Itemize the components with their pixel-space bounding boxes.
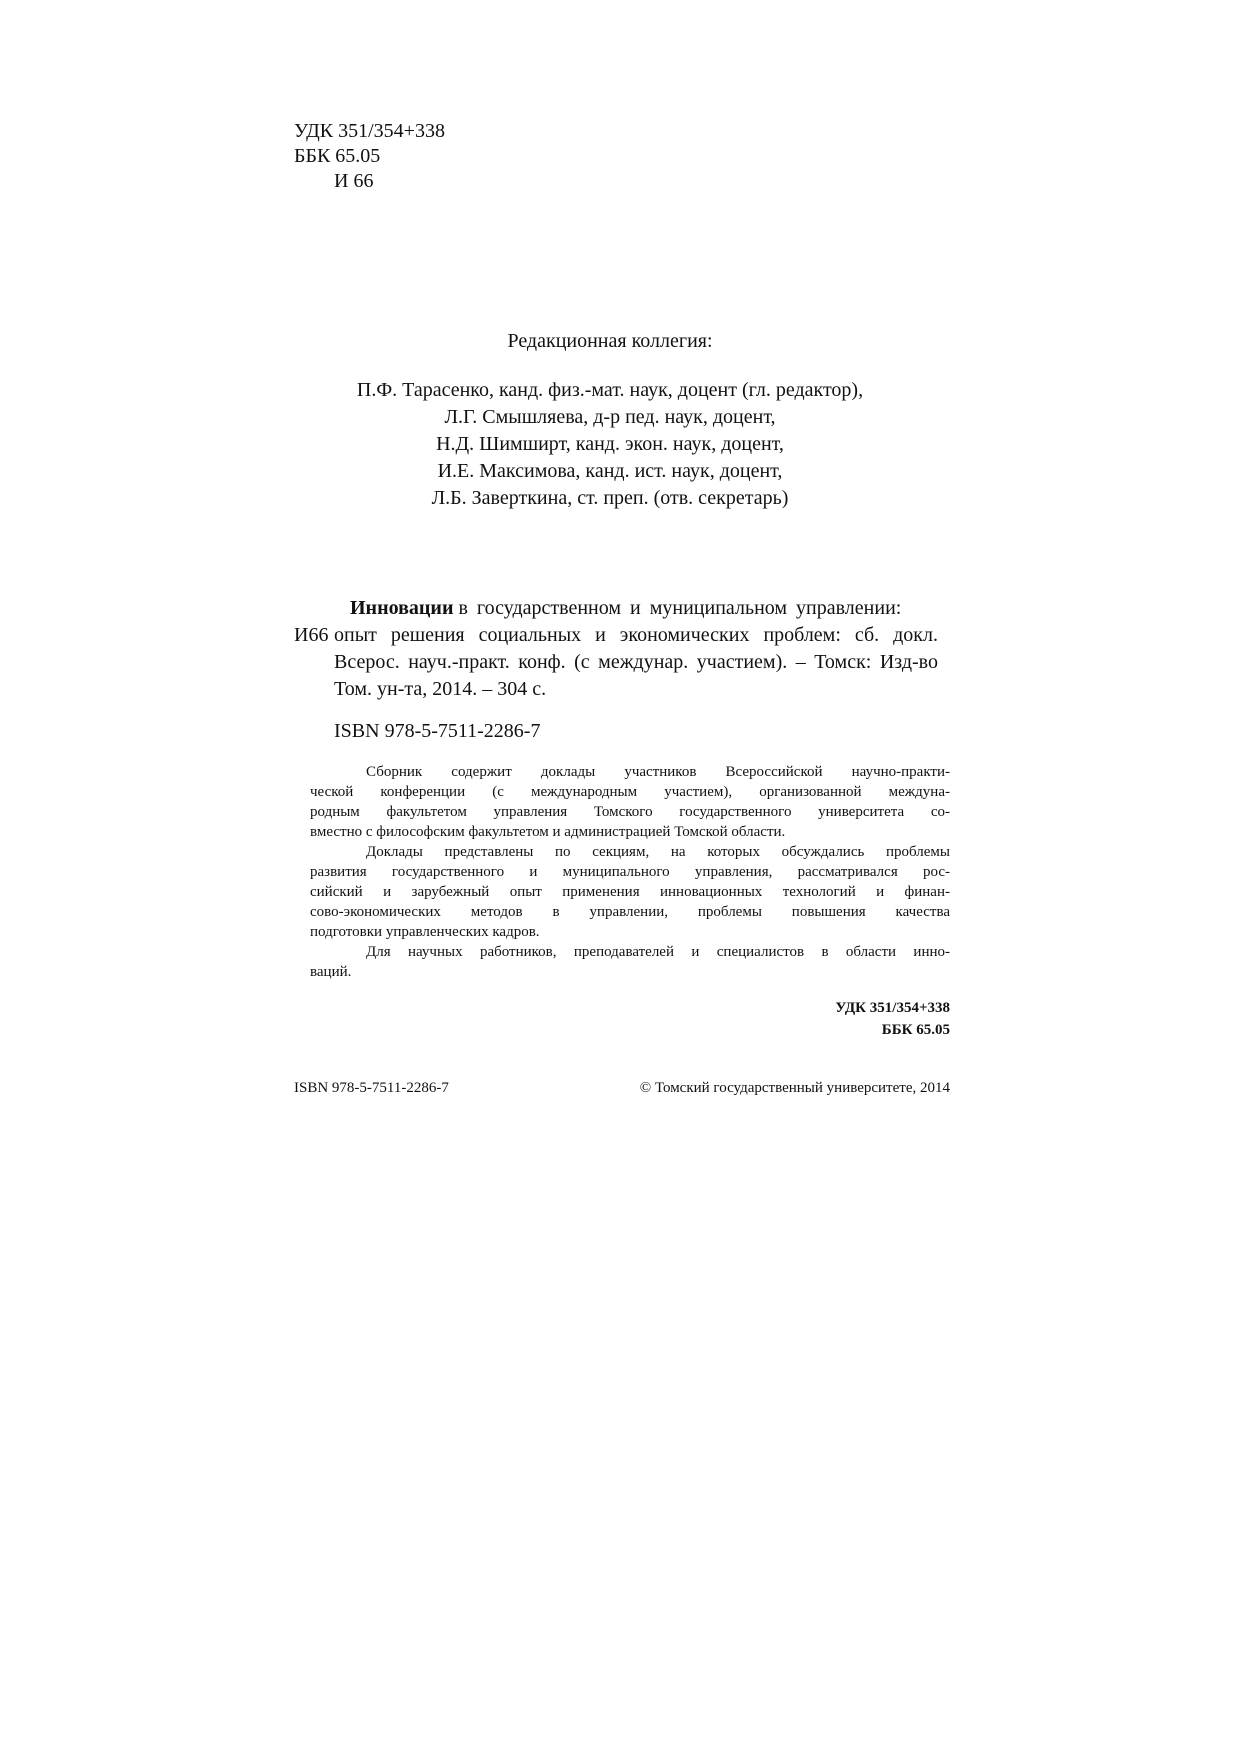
annotation-line: Сборник содержит доклады участников Всероссийской научно-практи- <box>366 764 950 780</box>
editorial-heading: Редакционная коллегия: <box>507 330 713 352</box>
bib-line-2: опыт решения социальных и экономических проблем: сб. докл. <box>334 624 938 646</box>
bib-sign: И66 <box>294 624 329 646</box>
editorial-member: И.Е. Максимова, канд. ист. наук, доцент, <box>437 460 783 482</box>
author-sign: И 66 <box>334 170 374 192</box>
bib-title: Инновации <box>350 597 454 619</box>
annotation-line: подготовки управленческих кадров. <box>310 924 540 940</box>
bib-title-rest: в государственном и муниципальном управлении: <box>458 597 902 619</box>
annotation-line: ческой конференции (с международным участием), организованной междуна- <box>310 784 950 800</box>
annotation-line: Доклады представлены по секциям, на которых обсуждались проблемы <box>366 844 950 860</box>
bib-line-3: Всерос. науч.-практ. конф. (с междунар. участием). – Томск: Изд-во <box>334 651 938 673</box>
bbk-code: ББК 65.05 <box>294 145 381 167</box>
annotation-line: сийский и зарубежный опыт применения инновационных технологий и финан- <box>310 884 950 900</box>
annotation-line: вместно с философским факультетом и администрацией Томской области. <box>310 824 786 840</box>
annotation-line: развития государственного и муниципального управления, рассматривался рос- <box>310 864 950 880</box>
udk-code-bottom: УДК 351/354+338 <box>835 1000 950 1016</box>
annotation-line: родным факультетом управления Томского государственного университета со- <box>310 804 950 820</box>
bib-line-1 <box>350 597 938 620</box>
annotation-line: Для научных работников, преподавателей и специалистов в области инно- <box>366 944 950 960</box>
annotation <box>310 762 950 982</box>
editorial-member: Н.Д. Шимширт, канд. экон. наук, доцент, <box>436 433 784 455</box>
editorial-member: П.Ф. Тарасенко, канд. физ.-мат. наук, доцент (гл. редактор), <box>356 379 864 401</box>
annotation-line: ваций. <box>310 964 352 980</box>
isbn-line: ISBN 978-5-7511-2286-7 <box>334 720 541 742</box>
bbk-code-bottom: ББК 65.05 <box>881 1022 950 1038</box>
editorial-board <box>340 330 880 514</box>
copyright: © Томский государственный университете, 2014 <box>639 1080 950 1096</box>
annotation-line: сово-экономических методов в управлении, проблемы повышения качества <box>310 904 950 920</box>
udk-code: УДК 351/354+338 <box>294 120 445 142</box>
editorial-member: Л.Г. Смышляева, д-р пед. наук, доцент, <box>444 406 776 428</box>
editorial-member: Л.Б. Заверткина, ст. преп. (отв. секретарь) <box>431 487 789 509</box>
bib-line-4: Том. ун-та, 2014. – 304 с. <box>334 678 547 700</box>
footer-isbn: ISBN 978-5-7511-2286-7 <box>294 1080 449 1096</box>
